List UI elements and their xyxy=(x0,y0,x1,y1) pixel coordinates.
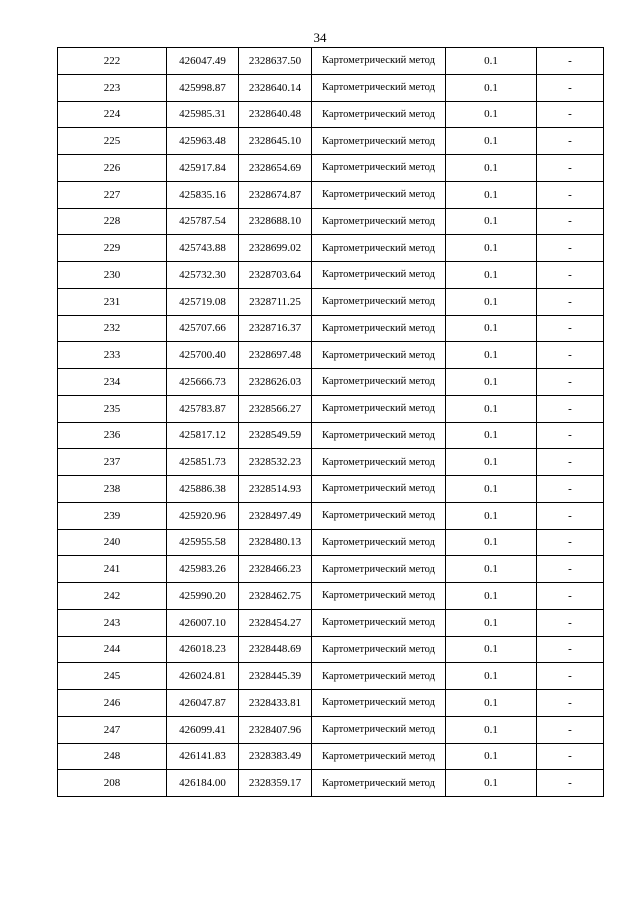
point-number-cell: 234 xyxy=(58,369,167,396)
point-number-cell: 226 xyxy=(58,155,167,182)
note-cell: - xyxy=(537,101,604,128)
method-cell: Картометрический метод xyxy=(312,556,446,583)
table-row xyxy=(58,315,604,342)
method-cell: Картометрический метод xyxy=(312,48,446,75)
table-row xyxy=(58,369,604,396)
method-cell: Картометрический метод xyxy=(312,716,446,743)
x-coordinate-cell: 425743.88 xyxy=(167,235,239,262)
accuracy-cell: 0.1 xyxy=(446,770,537,797)
x-coordinate-cell: 426184.00 xyxy=(167,770,239,797)
table-row xyxy=(58,609,604,636)
accuracy-cell: 0.1 xyxy=(446,155,537,182)
note-cell: - xyxy=(537,583,604,610)
x-coordinate-cell: 425707.66 xyxy=(167,315,239,342)
x-coordinate-cell: 425917.84 xyxy=(167,155,239,182)
note-cell: - xyxy=(537,556,604,583)
x-coordinate-cell: 425817.12 xyxy=(167,422,239,449)
y-coordinate-cell: 2328445.39 xyxy=(239,663,312,690)
point-number-cell: 240 xyxy=(58,529,167,556)
x-coordinate-cell: 425886.38 xyxy=(167,476,239,503)
point-number-cell: 238 xyxy=(58,476,167,503)
method-cell: Картометрический метод xyxy=(312,288,446,315)
note-cell: - xyxy=(537,770,604,797)
y-coordinate-cell: 2328448.69 xyxy=(239,636,312,663)
accuracy-cell: 0.1 xyxy=(446,48,537,75)
table-row xyxy=(58,208,604,235)
table-row xyxy=(58,395,604,422)
x-coordinate-cell: 425851.73 xyxy=(167,449,239,476)
note-cell: - xyxy=(537,609,604,636)
table-row xyxy=(58,743,604,770)
point-number-cell: 236 xyxy=(58,422,167,449)
point-number-cell: 247 xyxy=(58,716,167,743)
y-coordinate-cell: 2328697.48 xyxy=(239,342,312,369)
accuracy-cell: 0.1 xyxy=(446,262,537,289)
note-cell: - xyxy=(537,208,604,235)
page-number: 34 xyxy=(313,30,327,45)
method-cell: Картометрический метод xyxy=(312,181,446,208)
note-cell: - xyxy=(537,181,604,208)
accuracy-cell: 0.1 xyxy=(446,74,537,101)
table-row xyxy=(58,155,604,182)
table-row xyxy=(58,636,604,663)
accuracy-cell: 0.1 xyxy=(446,128,537,155)
point-number-cell: 230 xyxy=(58,262,167,289)
accuracy-cell: 0.1 xyxy=(446,101,537,128)
table-row xyxy=(58,422,604,449)
point-number-cell: 233 xyxy=(58,342,167,369)
table-row xyxy=(58,128,604,155)
y-coordinate-cell: 2328711.25 xyxy=(239,288,312,315)
x-coordinate-cell: 425783.87 xyxy=(167,395,239,422)
x-coordinate-cell: 426047.87 xyxy=(167,690,239,717)
method-cell: Картометрический метод xyxy=(312,476,446,503)
method-cell: Картометрический метод xyxy=(312,502,446,529)
point-number-cell: 244 xyxy=(58,636,167,663)
y-coordinate-cell: 2328640.48 xyxy=(239,101,312,128)
accuracy-cell: 0.1 xyxy=(446,529,537,556)
x-coordinate-cell: 426099.41 xyxy=(167,716,239,743)
x-coordinate-cell: 425787.54 xyxy=(167,208,239,235)
accuracy-cell: 0.1 xyxy=(446,288,537,315)
coordinates-table xyxy=(57,47,604,797)
x-coordinate-cell: 425666.73 xyxy=(167,369,239,396)
y-coordinate-cell: 2328407.96 xyxy=(239,716,312,743)
method-cell: Картометрический метод xyxy=(312,609,446,636)
y-coordinate-cell: 2328549.59 xyxy=(239,422,312,449)
point-number-cell: 232 xyxy=(58,315,167,342)
table-row xyxy=(58,449,604,476)
y-coordinate-cell: 2328674.87 xyxy=(239,181,312,208)
point-number-cell: 242 xyxy=(58,583,167,610)
point-number-cell: 246 xyxy=(58,690,167,717)
point-number-cell: 227 xyxy=(58,181,167,208)
x-coordinate-cell: 426141.83 xyxy=(167,743,239,770)
point-number-cell: 231 xyxy=(58,288,167,315)
table-row xyxy=(58,690,604,717)
note-cell: - xyxy=(537,315,604,342)
point-number-cell: 224 xyxy=(58,101,167,128)
note-cell: - xyxy=(537,74,604,101)
method-cell: Картометрический метод xyxy=(312,369,446,396)
table-row xyxy=(58,262,604,289)
x-coordinate-cell: 425835.16 xyxy=(167,181,239,208)
accuracy-cell: 0.1 xyxy=(446,181,537,208)
note-cell: - xyxy=(537,262,604,289)
x-coordinate-cell: 426007.10 xyxy=(167,609,239,636)
method-cell: Картометрический метод xyxy=(312,235,446,262)
method-cell: Картометрический метод xyxy=(312,690,446,717)
method-cell: Картометрический метод xyxy=(312,395,446,422)
table-row xyxy=(58,235,604,262)
accuracy-cell: 0.1 xyxy=(446,502,537,529)
note-cell: - xyxy=(537,235,604,262)
point-number-cell: 245 xyxy=(58,663,167,690)
point-number-cell: 239 xyxy=(58,502,167,529)
note-cell: - xyxy=(537,128,604,155)
accuracy-cell: 0.1 xyxy=(446,476,537,503)
point-number-cell: 235 xyxy=(58,395,167,422)
method-cell: Картометрический метод xyxy=(312,315,446,342)
method-cell: Картометрический метод xyxy=(312,342,446,369)
point-number-cell: 229 xyxy=(58,235,167,262)
y-coordinate-cell: 2328699.02 xyxy=(239,235,312,262)
method-cell: Картометрический метод xyxy=(312,449,446,476)
note-cell: - xyxy=(537,636,604,663)
method-cell: Картометрический метод xyxy=(312,208,446,235)
accuracy-cell: 0.1 xyxy=(446,743,537,770)
y-coordinate-cell: 2328654.69 xyxy=(239,155,312,182)
accuracy-cell: 0.1 xyxy=(446,235,537,262)
x-coordinate-cell: 425732.30 xyxy=(167,262,239,289)
table-row xyxy=(58,529,604,556)
accuracy-cell: 0.1 xyxy=(446,556,537,583)
table-row xyxy=(58,663,604,690)
note-cell: - xyxy=(537,690,604,717)
method-cell: Картометрический метод xyxy=(312,583,446,610)
accuracy-cell: 0.1 xyxy=(446,395,537,422)
x-coordinate-cell: 425700.40 xyxy=(167,342,239,369)
note-cell: - xyxy=(537,663,604,690)
method-cell: Картометрический метод xyxy=(312,155,446,182)
note-cell: - xyxy=(537,743,604,770)
method-cell: Картометрический метод xyxy=(312,770,446,797)
accuracy-cell: 0.1 xyxy=(446,422,537,449)
x-coordinate-cell: 425963.48 xyxy=(167,128,239,155)
x-coordinate-cell: 425719.08 xyxy=(167,288,239,315)
method-cell: Картометрический метод xyxy=(312,262,446,289)
x-coordinate-cell: 426018.23 xyxy=(167,636,239,663)
point-number-cell: 248 xyxy=(58,743,167,770)
table-row xyxy=(58,101,604,128)
accuracy-cell: 0.1 xyxy=(446,369,537,396)
y-coordinate-cell: 2328688.10 xyxy=(239,208,312,235)
method-cell: Картометрический метод xyxy=(312,636,446,663)
y-coordinate-cell: 2328359.17 xyxy=(239,770,312,797)
note-cell: - xyxy=(537,48,604,75)
method-cell: Картометрический метод xyxy=(312,743,446,770)
y-coordinate-cell: 2328637.50 xyxy=(239,48,312,75)
x-coordinate-cell: 425998.87 xyxy=(167,74,239,101)
point-number-cell: 237 xyxy=(58,449,167,476)
x-coordinate-cell: 425983.26 xyxy=(167,556,239,583)
y-coordinate-cell: 2328566.27 xyxy=(239,395,312,422)
y-coordinate-cell: 2328514.93 xyxy=(239,476,312,503)
table-row xyxy=(58,288,604,315)
method-cell: Картометрический метод xyxy=(312,101,446,128)
table-row xyxy=(58,342,604,369)
accuracy-cell: 0.1 xyxy=(446,342,537,369)
note-cell: - xyxy=(537,422,604,449)
note-cell: - xyxy=(537,342,604,369)
note-cell: - xyxy=(537,369,604,396)
point-number-cell: 241 xyxy=(58,556,167,583)
y-coordinate-cell: 2328532.23 xyxy=(239,449,312,476)
x-coordinate-cell: 425990.20 xyxy=(167,583,239,610)
note-cell: - xyxy=(537,449,604,476)
accuracy-cell: 0.1 xyxy=(446,315,537,342)
y-coordinate-cell: 2328626.03 xyxy=(239,369,312,396)
method-cell: Картометрический метод xyxy=(312,529,446,556)
y-coordinate-cell: 2328645.10 xyxy=(239,128,312,155)
table-row xyxy=(58,716,604,743)
y-coordinate-cell: 2328703.64 xyxy=(239,262,312,289)
point-number-cell: 208 xyxy=(58,770,167,797)
accuracy-cell: 0.1 xyxy=(446,583,537,610)
x-coordinate-cell: 426047.49 xyxy=(167,48,239,75)
table-row xyxy=(58,502,604,529)
note-cell: - xyxy=(537,155,604,182)
y-coordinate-cell: 2328716.37 xyxy=(239,315,312,342)
accuracy-cell: 0.1 xyxy=(446,716,537,743)
table-row xyxy=(58,770,604,797)
x-coordinate-cell: 425920.96 xyxy=(167,502,239,529)
table-row xyxy=(58,556,604,583)
y-coordinate-cell: 2328454.27 xyxy=(239,609,312,636)
note-cell: - xyxy=(537,529,604,556)
x-coordinate-cell: 425955.58 xyxy=(167,529,239,556)
y-coordinate-cell: 2328383.49 xyxy=(239,743,312,770)
y-coordinate-cell: 2328640.14 xyxy=(239,74,312,101)
method-cell: Картометрический метод xyxy=(312,128,446,155)
point-number-cell: 222 xyxy=(58,48,167,75)
coordinates-table-body xyxy=(58,48,604,797)
point-number-cell: 228 xyxy=(58,208,167,235)
accuracy-cell: 0.1 xyxy=(446,609,537,636)
note-cell: - xyxy=(537,288,604,315)
note-cell: - xyxy=(537,395,604,422)
note-cell: - xyxy=(537,502,604,529)
y-coordinate-cell: 2328480.13 xyxy=(239,529,312,556)
accuracy-cell: 0.1 xyxy=(446,636,537,663)
accuracy-cell: 0.1 xyxy=(446,663,537,690)
accuracy-cell: 0.1 xyxy=(446,208,537,235)
accuracy-cell: 0.1 xyxy=(446,690,537,717)
note-cell: - xyxy=(537,476,604,503)
point-number-cell: 223 xyxy=(58,74,167,101)
note-cell: - xyxy=(537,716,604,743)
x-coordinate-cell: 426024.81 xyxy=(167,663,239,690)
x-coordinate-cell: 425985.31 xyxy=(167,101,239,128)
y-coordinate-cell: 2328433.81 xyxy=(239,690,312,717)
table-row xyxy=(58,74,604,101)
method-cell: Картометрический метод xyxy=(312,74,446,101)
table-row xyxy=(58,48,604,75)
y-coordinate-cell: 2328462.75 xyxy=(239,583,312,610)
table-row xyxy=(58,476,604,503)
table-row xyxy=(58,181,604,208)
accuracy-cell: 0.1 xyxy=(446,449,537,476)
method-cell: Картометрический метод xyxy=(312,422,446,449)
point-number-cell: 243 xyxy=(58,609,167,636)
method-cell: Картометрический метод xyxy=(312,663,446,690)
table-row xyxy=(58,583,604,610)
y-coordinate-cell: 2328466.23 xyxy=(239,556,312,583)
y-coordinate-cell: 2328497.49 xyxy=(239,502,312,529)
point-number-cell: 225 xyxy=(58,128,167,155)
